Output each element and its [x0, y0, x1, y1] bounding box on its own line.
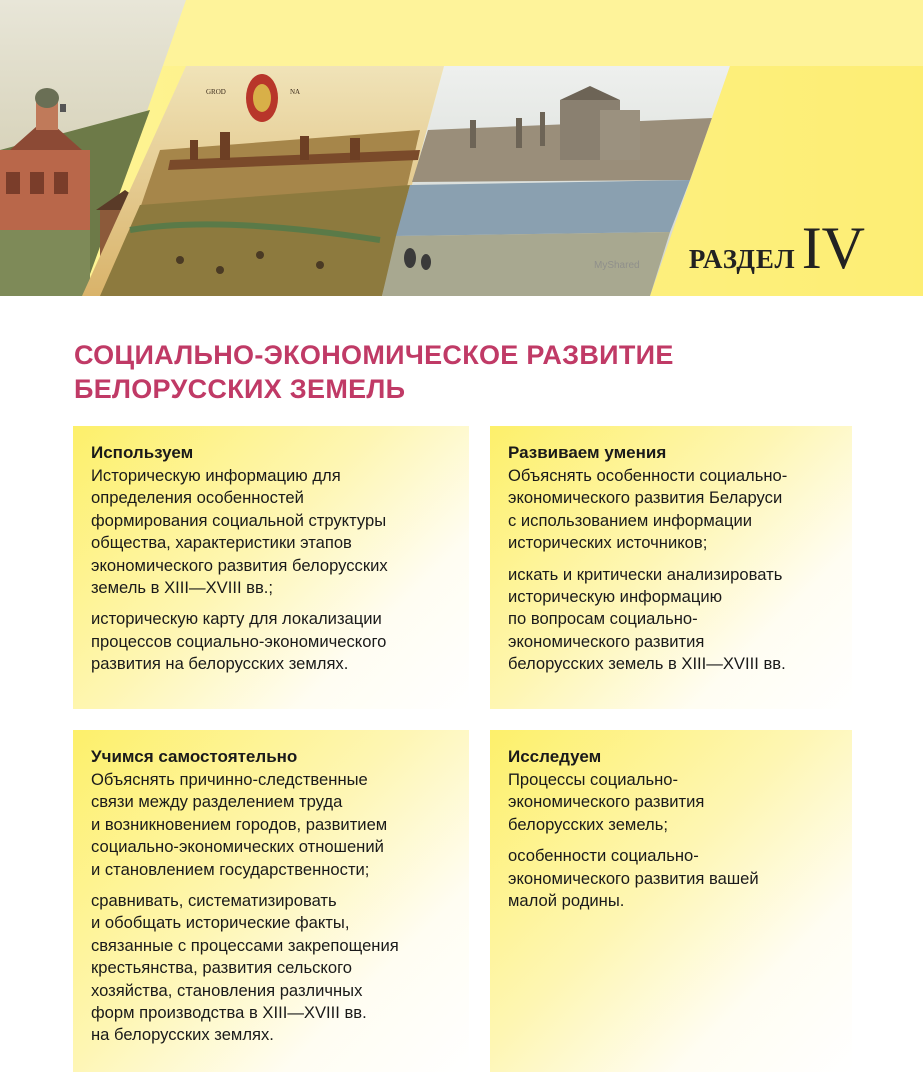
- card-razvivaem: [490, 426, 852, 709]
- section-label: [688, 215, 865, 281]
- card-paragraph: Историческую информацию для определения особенностей формирования социальной структуры общества, характеристики этапов экономического развития белорусских земель в XIII—XVIII вв.;: [91, 466, 388, 598]
- header-banner: [0, 0, 923, 296]
- card-paragraph: Объяснять особенности социально- экономического развития Беларуси с использованием информации исторических источников;: [508, 466, 788, 553]
- card-issleduem: [490, 730, 852, 1072]
- card-heading: Развиваем умения: [508, 443, 667, 462]
- card-paragraph: особенности социально- экономического развития вашей малой родины.: [508, 846, 759, 911]
- card-heading: Учимся самостоятельно: [91, 747, 298, 766]
- card-uchimsya: [73, 730, 469, 1072]
- card-paragraph: искать и критически анализировать историческую информацию по вопросам социально- экономического развития белорусских земель в XIII—XVIII вв.: [508, 564, 786, 674]
- card-heading: Используем: [91, 443, 194, 462]
- card-paragraph: историческую карту для локализации процессов социально-экономического развития на белорусских землях.: [91, 609, 387, 674]
- watermark: MyShared: [594, 260, 640, 271]
- section-number: IV: [801, 215, 865, 281]
- page-title-line2: БЕЛОРУССКИХ ЗЕМЕЛЬ: [74, 374, 406, 404]
- page-title: [74, 338, 834, 406]
- card-paragraph: Процессы социально- экономического развития белорусских земель;: [508, 770, 705, 834]
- page-title-line1: СОЦИАЛЬНО-ЭКОНОМИЧЕСКОЕ РАЗВИТИЕ: [74, 340, 674, 370]
- card-heading: Исследуем: [508, 747, 602, 766]
- map-label-suffix: NA: [290, 88, 301, 96]
- map-label-city: GROD: [206, 88, 226, 96]
- top-strip: [156, 0, 923, 66]
- card-paragraph: сравнивать, систематизировать и обобщать исторические факты, связанные с процессами закрепощения крестьянства, развития сельского хозяйства, становления различных форм производства в XIII—XVIII вв. на белорусских землях.: [91, 891, 399, 1045]
- card-paragraph: Объяснять причинно-следственные связи между разделением труда и возникновением городов, развитием социально-экономических отношений и становлением государственности;: [91, 770, 388, 879]
- card-ispolzuem: [73, 426, 469, 709]
- section-word: РАЗДЕЛ: [688, 244, 796, 274]
